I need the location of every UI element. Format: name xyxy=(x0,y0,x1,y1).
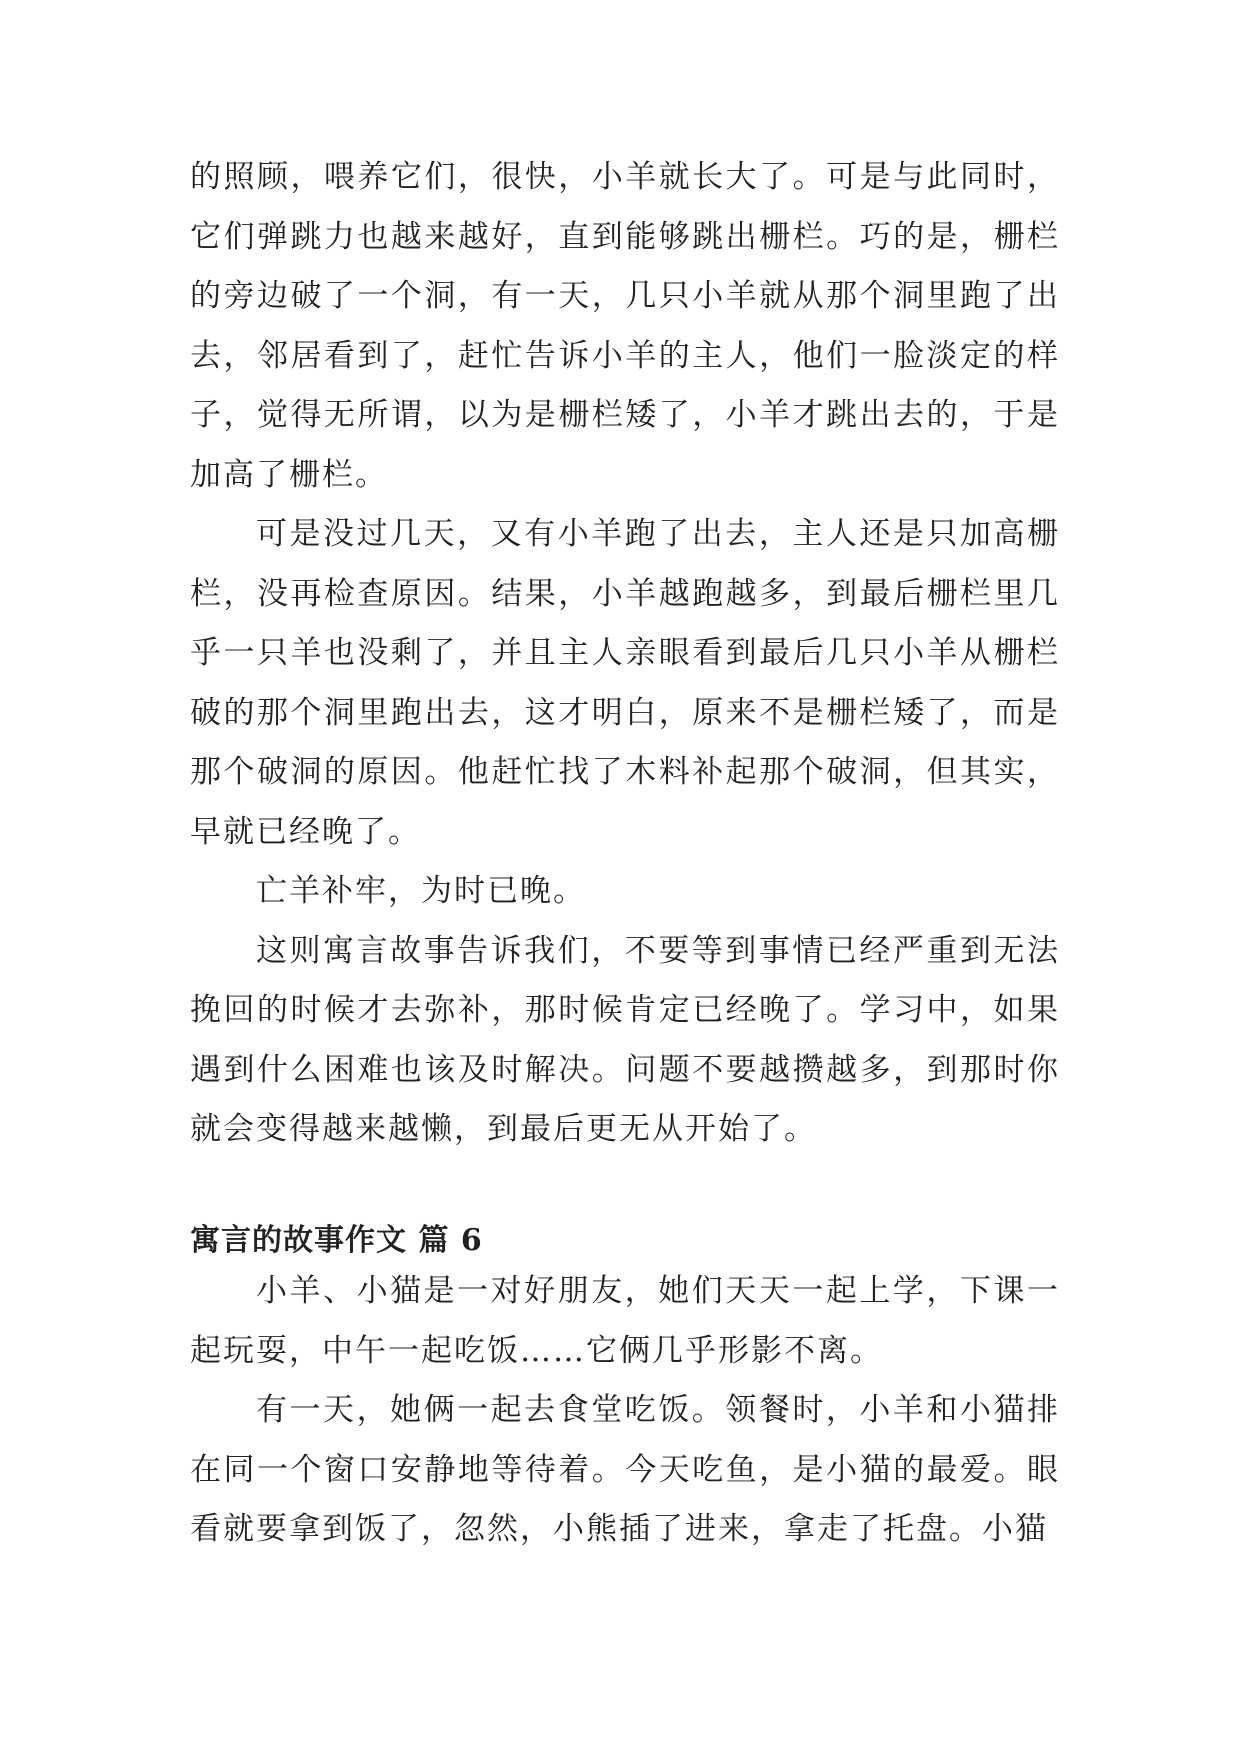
paragraph-continued: 的照顾，喂养它们，很快，小羊就长大了。可是与此同时，它们弹跳力也越来越好，直到能够跳出栅栏。巧的是，栅栏的旁边破了一个洞，有一天，几只小羊就从那个洞里跑了出去，邻居看到了，赶忙告诉小羊的主人，他们一脸淡定的样子，觉得无所谓，以为是栅栏矮了，小羊才跳出去的，于是加高了栅栏。 xyxy=(190,159,1060,493)
section-1-body xyxy=(190,148,1060,1160)
paragraph: 可是没过几天，又有小羊跑了出去，主人还是只加高栅栏，没再检查原因。结果，小羊越跑越多，到最后栅栏里几乎一只羊也没剩了，并且主人亲眼看到最后几只小羊从栅栏破的那个洞里跑出去，这才明白，原来不是栅栏矮了，而是那个破洞的原因。他赶忙找了木料补起那个破洞，但其实，早就已经晚了。 xyxy=(190,516,1060,850)
section-heading: 寓言的故事作文 篇 6 xyxy=(190,1223,483,1258)
paragraph: 有一天，她俩一起去食堂吃饭。领餐时，小羊和小猫排在同一个窗口安静地等待着。今天吃鱼，是小猫的最爱。眼看就要拿到饭了，忽然，小熊插了进来，拿走了托盘。小猫 xyxy=(190,1392,1060,1547)
paragraph-moral: 亡羊补牢，为时已晚。 xyxy=(256,873,586,909)
paragraph: 这则寓言故事告诉我们，不要等到事情已经严重到无法挽回的时候才去弥补，那时候肯定已经晚了。学习中，如果遇到什么困难也该及时解决。问题不要越攒越多，到那时你就会变得越来越懒，到最后更无从开始了。 xyxy=(190,932,1060,1147)
section-2-body xyxy=(190,1262,1060,1560)
paragraph: 小羊、小猫是一对好朋友，她们天天一起上学，下课一起玩耍，中午一起吃饭……它俩几乎形影不离。 xyxy=(190,1273,1060,1369)
